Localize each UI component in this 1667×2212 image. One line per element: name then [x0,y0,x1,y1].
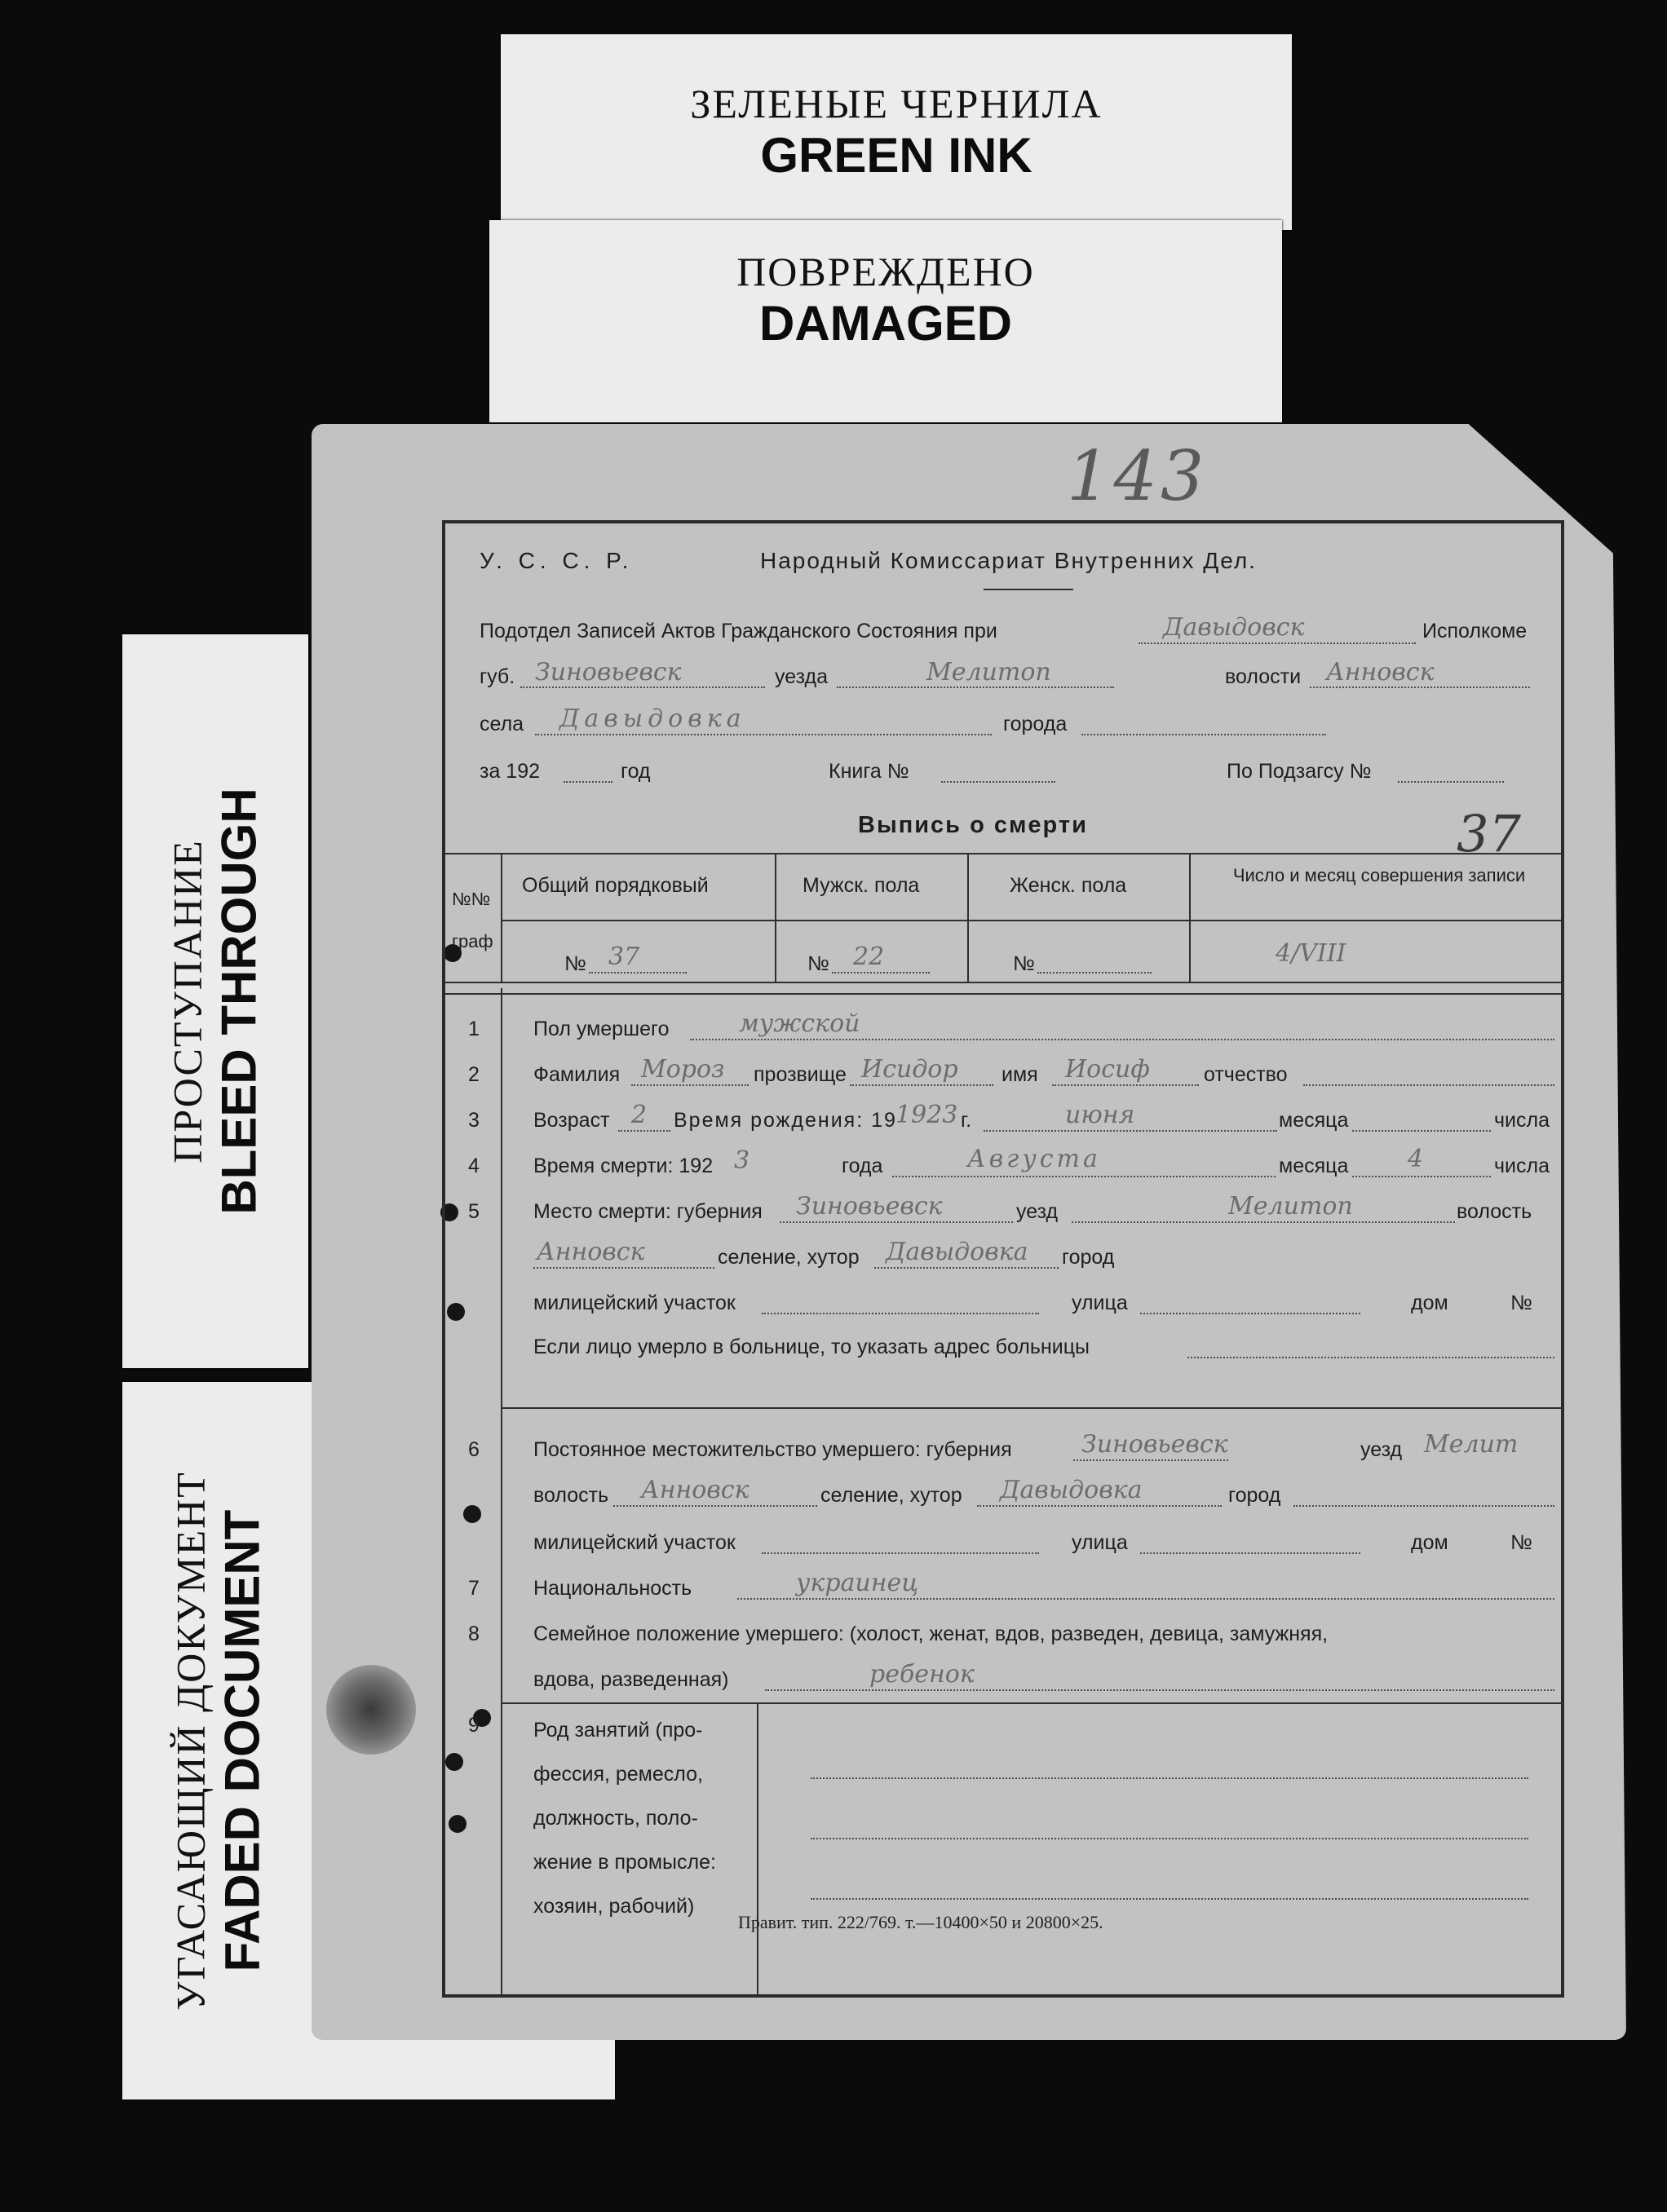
line-number: 8 [468,1623,480,1645]
r2-proz-line [850,1084,993,1086]
volost-value: Анновск [1326,658,1435,687]
col-graf: граф [452,931,493,951]
ispolkom-name: Давыдовск [1163,613,1305,642]
general-no-value: 37 [608,943,640,971]
r7-label: Национальность [533,1577,692,1600]
faded-document-ru: УГАСАЮЩИЙ ДОКУМЕНТ [167,1471,214,2011]
podzags-label: По Подзагсу № [1227,760,1372,783]
printer-footer: Правит. тип. 222/769. т.—10400×50 и 20800×25. [738,1912,1103,1932]
subdept-label: Подотдел Записей Актов Гражданского Состояния при [480,620,997,642]
col-sep [1189,853,1191,982]
col-sep [775,853,776,982]
sela-label: села [480,713,524,735]
r6-gub-line [1073,1459,1228,1461]
volost-line [1310,687,1530,688]
r9-line-3: должность, поло- [533,1807,698,1830]
r6-gub-value: Зиновьевск [1081,1430,1228,1459]
republic-label: У. С. С. Р. [480,548,634,573]
r2-imya-value: Иосиф [1065,1055,1150,1084]
r6-res: Постоянное местожительство умершего: губерния [533,1438,1012,1461]
za-label: за 192 [480,760,541,783]
r6-mil-line [762,1552,1039,1554]
damaged-ru: ПОВРЕЖДЕНО [736,249,1035,294]
bleed-through-ru: ПРОСТУПАНИЕ [164,839,210,1163]
gub-line [520,687,765,688]
r5-gorod: город [1062,1246,1115,1269]
kniga-line [941,781,1055,783]
r5-sel-line [874,1267,1059,1269]
line-number: 3 [468,1109,480,1132]
line-number: 4 [468,1155,480,1177]
r4-death: Время смерти: 192 [533,1155,714,1177]
form-title: Выпись о смерти [858,812,1088,838]
r1-line [690,1039,1554,1040]
green-ink-label [501,34,1292,230]
r3-month-line [984,1130,1277,1132]
body-num-sep [501,988,502,1998]
col-male: Мужск. пола [803,874,920,897]
line-number: 2 [468,1063,480,1086]
page-number: 143 [1067,436,1208,516]
r5-ul-line [1140,1313,1360,1314]
header-divider [984,589,1073,590]
r3-born-year: 1923 [895,1101,958,1129]
r1-value: мужской [739,1009,860,1038]
r9-line-2: фессия, ремесло, [533,1763,703,1786]
r5-sel-value: Давыдовка [886,1238,1028,1266]
r6-sel-value: Давыдовка [1000,1476,1143,1504]
r2-imya-line [1052,1084,1199,1086]
r2-fam-line [631,1084,749,1086]
r3-age-line [618,1130,670,1132]
body-top [445,993,1564,995]
sela-value: Давыдовка [559,704,746,733]
r2-otch: отчество [1204,1063,1288,1086]
r6-uezd-value: Мелит [1424,1430,1519,1459]
r3-age: Возраст [533,1109,610,1132]
r3-age-value: 2 [631,1101,648,1129]
general-no-line [589,972,687,974]
r4-month: месяца [1279,1155,1349,1177]
col-sep [967,853,969,982]
r6-volost: волость [533,1484,609,1507]
bleed-through-label [122,634,308,1368]
r5-hosp: Если лицо умерло в больнице, то указать адрес больницы [533,1336,1090,1358]
row9-top [501,1702,1564,1704]
line-number: 7 [468,1577,480,1600]
r1-label: Пол умершего [533,1018,670,1040]
damaged-en: DAMAGED [759,296,1012,351]
r9-line-5: хозяин, рабочий) [533,1895,695,1918]
r6-ul-line [1140,1552,1360,1554]
r5-ul: улица [1072,1291,1128,1314]
podzags-line [1398,781,1504,783]
female-no-sign: № [1013,952,1035,975]
line-number: 1 [468,1018,480,1040]
damaged-label [489,220,1282,422]
r4-goda: года [842,1155,883,1177]
r9-fill-line [811,1838,1528,1839]
line-number: 5 [468,1200,480,1223]
r4-month-line [892,1176,1276,1177]
col-female: Женск. пола [1010,874,1127,897]
r5-uezd-line [1072,1221,1455,1223]
sela-line [535,734,992,735]
r6-dom-no: № [1510,1531,1532,1554]
r2-otch-line [1303,1084,1554,1086]
r5-mil: милицейский участок [533,1291,736,1314]
uezd-line [837,687,1114,688]
col-general: Общий порядковый [522,874,709,897]
r8-label-2: вдова, разведенная) [533,1668,729,1691]
r8-label: Семейное положение умершего: (холост, женат, вдов, разведен, девица, замужняя, [533,1623,1329,1645]
row9-sep [757,1702,758,1998]
r6-gorod-line [1293,1505,1554,1507]
r2-fam: Фамилия [533,1063,621,1086]
line-number: 6 [468,1438,480,1461]
r6-mil: милицейский участок [533,1531,736,1554]
green-ink-en: GREEN INK [760,128,1032,183]
female-no-line [1037,972,1152,974]
r4-death-year: 3 [734,1146,750,1175]
general-no-sign: № [564,952,586,975]
r2-proz: прозвище [754,1063,847,1086]
ispolkom-line [1139,642,1416,644]
r9-line-4: жение в промысле: [533,1851,716,1874]
col-nn: №№ [452,889,491,909]
r5-hosp-line [1187,1357,1554,1358]
r5-sel: селение, хутор [718,1246,860,1269]
r2-imya: имя [1002,1063,1038,1086]
r5-uezd-value: Мелитоп [1228,1192,1353,1221]
r9-line-1: Род занятий (про- [533,1719,703,1742]
kniga-label: Книга № [829,760,909,783]
r4-chisla: числа [1494,1155,1550,1177]
r5-gub-value: Зиновьевск [796,1192,943,1221]
r5-dom: дом [1411,1291,1448,1314]
goroda-line [1081,734,1326,735]
r8-line [765,1689,1554,1691]
male-no-value: 22 [853,943,885,971]
r6-gorod: город [1228,1484,1281,1507]
green-ink-ru: ЗЕЛЕНЫЕ ЧЕРНИЛА [690,81,1103,126]
section-divider [501,1407,1564,1409]
r2-proz-value: Исидор [861,1055,958,1084]
r6-volost-value: Анновск [641,1476,749,1504]
volost-label: волости [1225,665,1302,688]
commissariat-label: Народный Комиссариат Внутренних Дел. [760,548,1257,573]
death-record-form [442,520,1564,1998]
date-value: 4/VIII [1276,939,1346,968]
podzags-value: 37 [1457,804,1521,863]
r6-ul: улица [1072,1531,1128,1554]
stain-mark [326,1665,416,1755]
male-no-line [832,972,930,974]
table-top [445,853,1564,854]
faded-document-en: FADED DOCUMENT [214,1509,270,1972]
r6-volost-line [613,1505,817,1507]
table-mid [501,920,1564,921]
r5-mil-line [762,1313,1039,1314]
r6-sel: селение, хутор [820,1484,962,1507]
r4-day-value: 4 [1408,1145,1424,1173]
god-label: год [621,760,651,783]
male-no-sign: № [807,952,829,975]
r6-dom: дом [1411,1531,1448,1554]
gub-label: губ. [480,665,515,688]
r5-volost: волость [1457,1200,1532,1223]
r3-month: месяца [1279,1109,1349,1132]
r5-gub-line [780,1221,1013,1223]
col-date: Число и месяц совершения записи [1232,865,1526,885]
r3-born: Время рождения: 19 [674,1109,897,1132]
r3-chisla: числа [1494,1109,1550,1132]
table-bottom [445,982,1564,983]
r8-value: ребенок [869,1660,975,1689]
uezd-value: Мелитоп [926,658,1051,687]
r3-day-line [1352,1130,1491,1132]
r7-value: украинец [796,1569,919,1597]
r4-month-value: Августа [967,1145,1101,1173]
r6-sel-line [977,1505,1222,1507]
r9-fill-line [811,1898,1528,1900]
r5-volost-value: Анновск [537,1238,645,1266]
goroda-label: города [1003,713,1068,735]
za-line [564,781,612,783]
r5-uezd: уезд [1016,1200,1059,1223]
r5-dom-no: № [1510,1291,1532,1314]
ispolkom-label: Исполкоме [1422,620,1528,642]
r3-g: г. [961,1109,972,1132]
bleed-through-en: BLEED THROUGH [211,788,267,1215]
gub-value: Зиновьевск [535,658,682,687]
uezd-label: уезда [775,665,828,688]
r2-fam-value: Мороз [641,1055,725,1084]
r6-uezd: уезд [1360,1438,1403,1461]
r5-volost-line [533,1267,714,1269]
r3-month-value: июня [1065,1101,1135,1129]
r9-fill-line [811,1777,1528,1779]
line-number: 9 [468,1714,480,1737]
r5-place: Место смерти: губерния [533,1200,763,1223]
r4-day-line [1352,1176,1491,1177]
r7-line [737,1598,1554,1600]
col-sep [501,853,502,982]
